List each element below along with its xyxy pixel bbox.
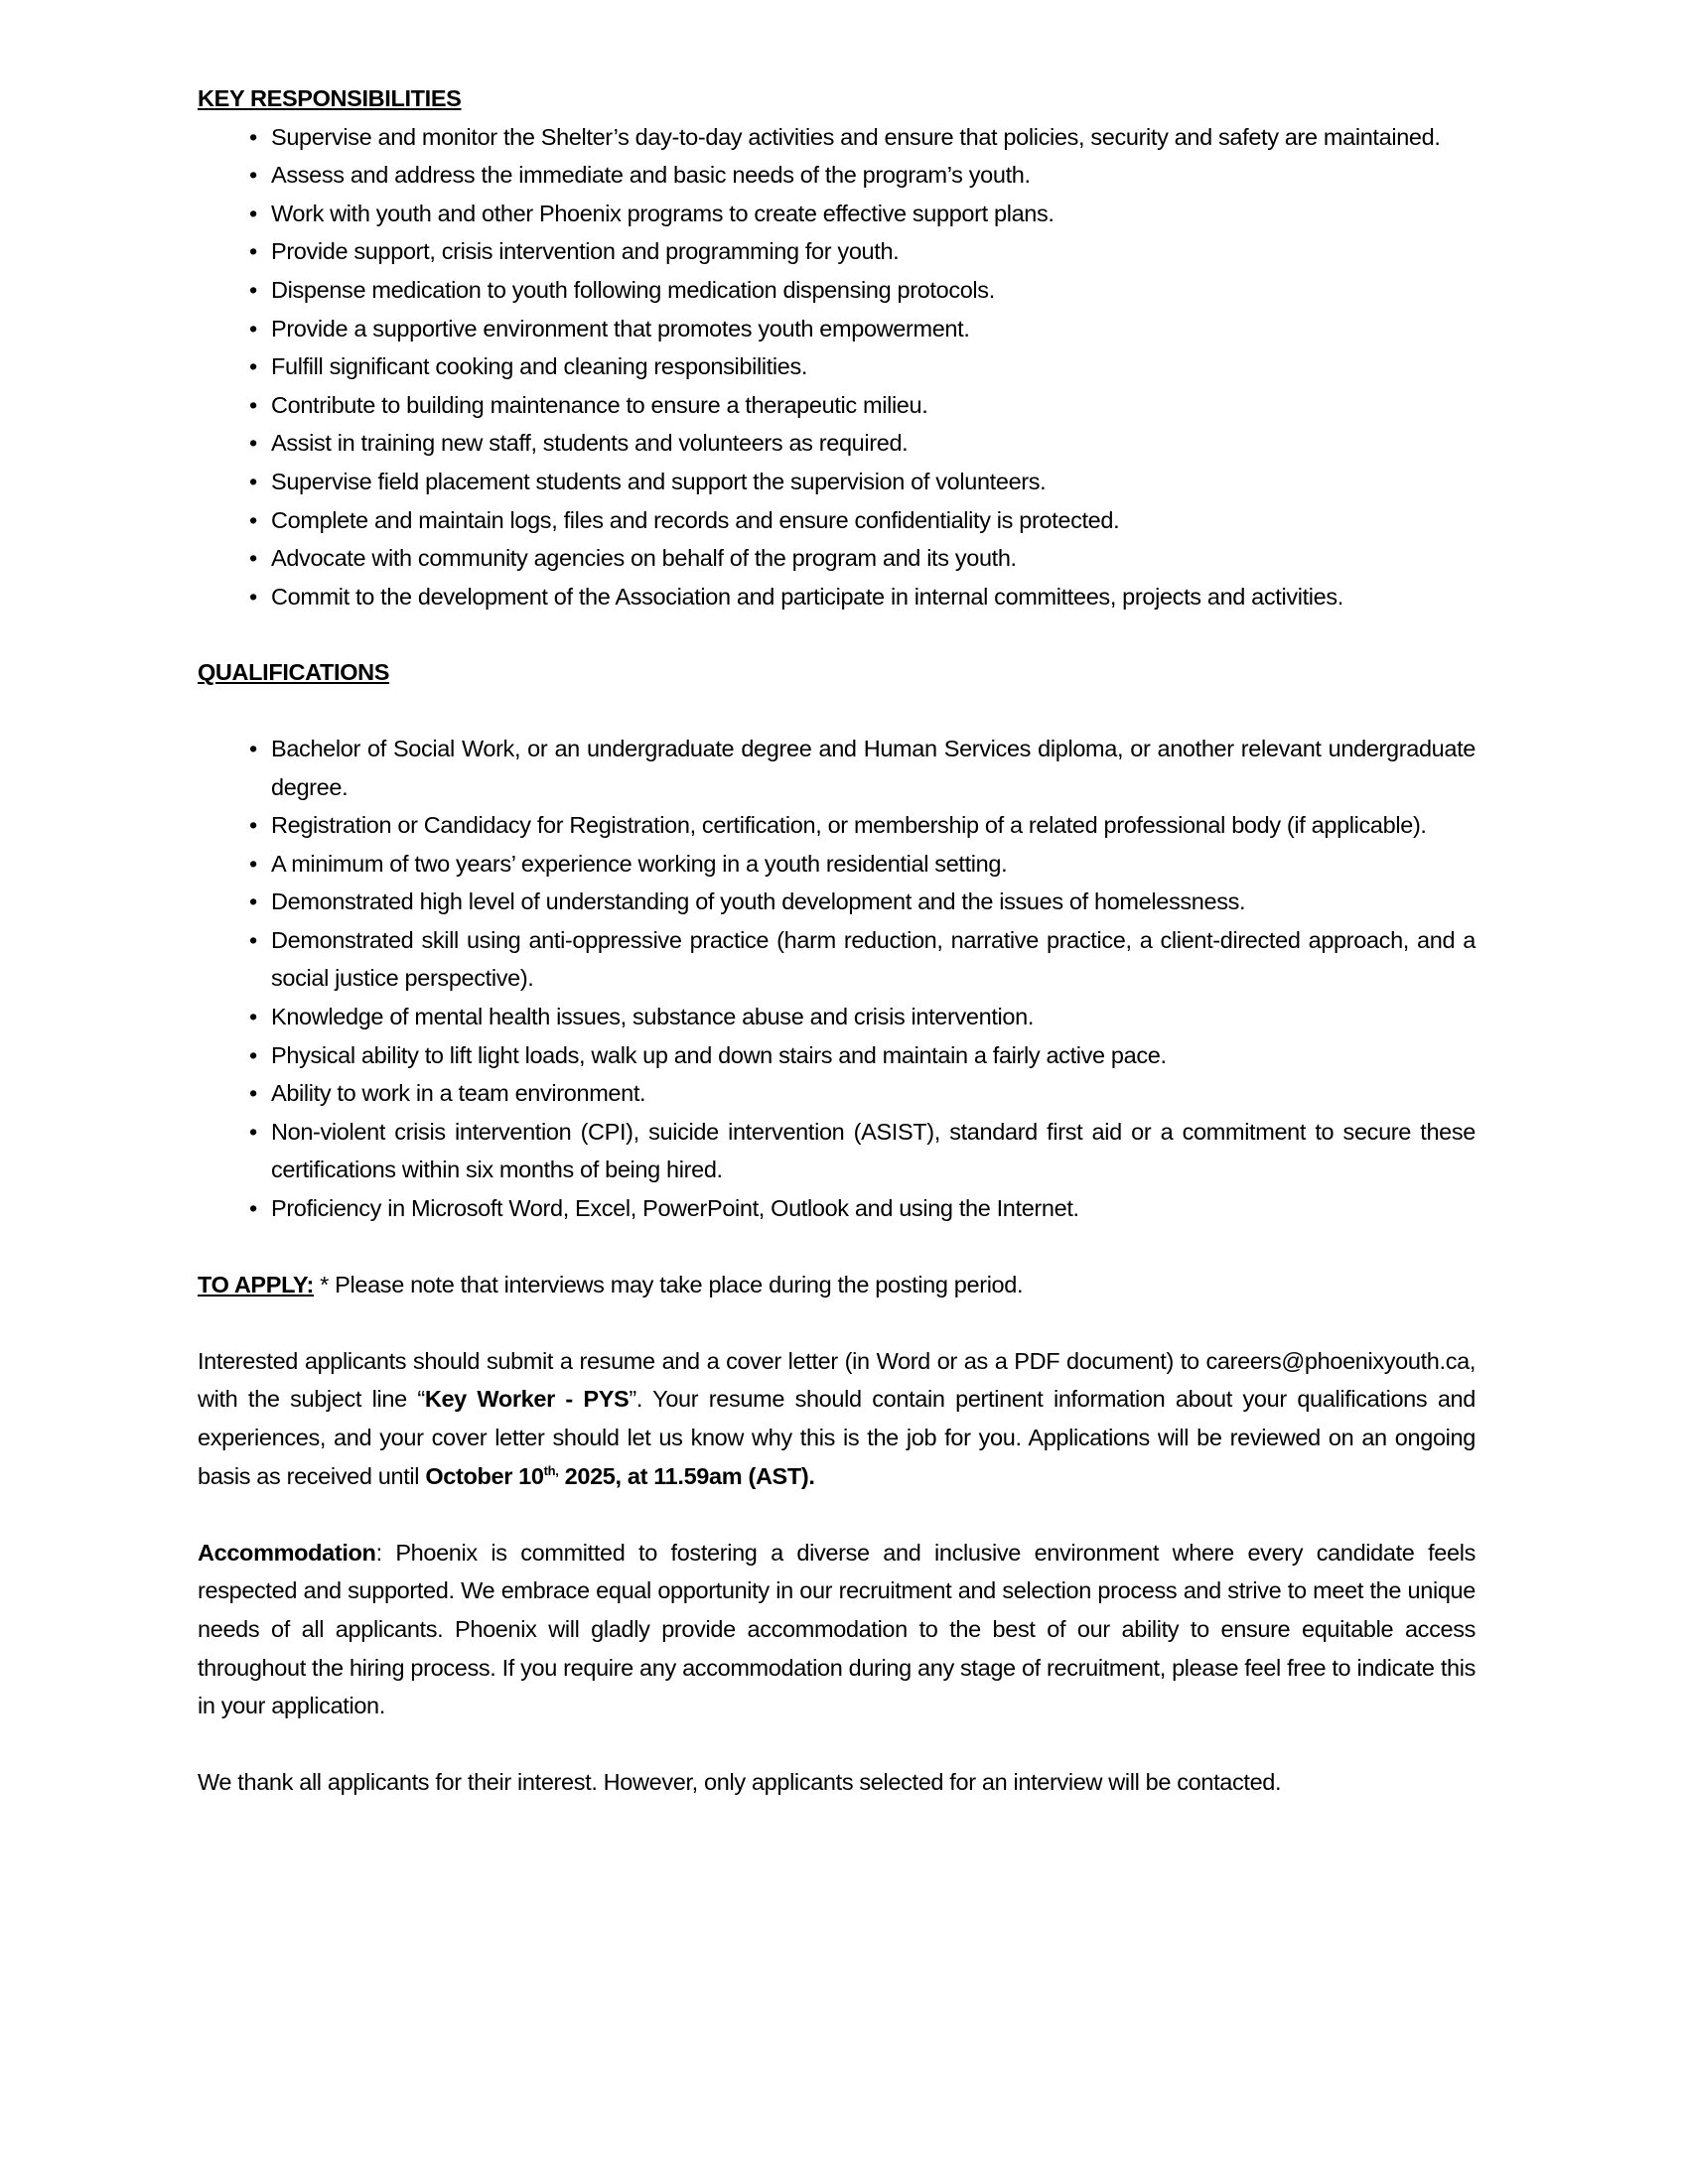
- list-item-text: Ability to work in a team environment.: [271, 1080, 646, 1107]
- responsibilities-list: [198, 118, 1476, 616]
- deadline-time: 2025, at 11.59am (AST).: [558, 1462, 815, 1489]
- list-item-text: Assist in training new staff, students and volunteers as required.: [271, 430, 909, 457]
- closing-paragraph: We thank all applicants for their interest. However, only applicants selected for an interview will be contacted.: [198, 1769, 1282, 1796]
- job-posting-page: [198, 79, 1476, 1802]
- deadline: [425, 1463, 814, 1489]
- to-apply-line: [198, 1266, 1476, 1304]
- list-item: [249, 310, 1476, 348]
- bullet-icon: •: [249, 1195, 257, 1222]
- list-item: [249, 463, 1476, 501]
- list-item: [249, 1074, 1476, 1113]
- instructions-text: Interested applicants should submit a resume and a cover letter (in Word or as a PDF document) to careers@phoenixyouth.ca, with the subject line “: [198, 1347, 1476, 1413]
- list-item: [249, 232, 1476, 271]
- accommodation-paragraph: [198, 1534, 1476, 1725]
- list-item: [249, 921, 1476, 998]
- subject-line: Key Worker - PYS: [424, 1386, 630, 1413]
- list-item: [249, 730, 1476, 806]
- list-item-text: Proficiency in Microsoft Word, Excel, PowerPoint, Outlook and using the Internet.: [271, 1195, 1079, 1222]
- bullet-icon: •: [249, 468, 257, 494]
- list-item: [249, 998, 1476, 1036]
- list-item-text: Supervise field placement students and support the supervision of volunteers.: [271, 468, 1047, 494]
- bullet-icon: •: [249, 888, 257, 915]
- list-item: [249, 578, 1476, 616]
- list-item-text: Fulfill significant cooking and cleaning responsibilities.: [271, 353, 808, 380]
- list-item: [249, 195, 1476, 233]
- qualifications-list: [198, 730, 1476, 1228]
- bullet-icon: •: [249, 238, 257, 265]
- application-instructions: [198, 1342, 1476, 1495]
- list-item-text: Non-violent crisis intervention (CPI), suicide intervention (ASIST), standard first aid or a commitment to secure these certifications within six months of being hired.: [271, 1118, 1476, 1183]
- list-item: [249, 501, 1476, 540]
- list-item-text: Demonstrated skill using anti-oppressive practice (harm reduction, narrative practice, a client-directed approach, and a social justice perspective).: [271, 926, 1476, 992]
- list-item-text: Commit to the development of the Association and participate in internal committees, projects and activities.: [271, 583, 1343, 610]
- list-item: [249, 156, 1476, 195]
- bullet-icon: •: [249, 583, 257, 610]
- list-item-text: A minimum of two years’ experience working in a youth residential setting.: [271, 850, 1008, 877]
- list-item: [249, 386, 1476, 425]
- list-item-text: Physical ability to lift light loads, walk up and down stairs and maintain a fairly active pace.: [271, 1041, 1167, 1068]
- list-item: [249, 1189, 1476, 1228]
- instructions-text-2: ”. Your resume should contain pertinent information about your qualifications and experiences, and your cover letter should let us know why this is the job for you. Applications will be reviewed on an ongoing basis as received until: [198, 1386, 1476, 1489]
- bullet-icon: •: [249, 200, 257, 226]
- list-item-text: Complete and maintain logs, files and records and ensure confidentiality is protected.: [271, 506, 1120, 533]
- list-item-text: Bachelor of Social Work, or an undergraduate degree and Human Services diploma, or another relevant undergraduate degree.: [271, 735, 1476, 800]
- bullet-icon: •: [249, 812, 257, 839]
- list-item: [249, 424, 1476, 463]
- accommodation-label: Accommodation: [198, 1539, 376, 1566]
- list-item-text: Registration or Candidacy for Registration, certification, or membership of a related professional body (if applicable).: [271, 812, 1427, 839]
- list-item: [249, 271, 1476, 310]
- to-apply-label: TO APPLY:: [198, 1271, 314, 1297]
- bullet-icon: •: [249, 162, 257, 189]
- bullet-icon: •: [249, 926, 257, 953]
- accommodation-text: : Phoenix is committed to fostering a diverse and inclusive environment where every candidate feels respected and supported. We embrace equal opportunity in our recruitment and selection process and strive to meet the unique needs of all applicants. Phoenix will gladly provide accommodation to the best of our ability to ensure equitable access throughout the hiring process. If you require any accommodation during any stage of recruitment, please feel free to indicate this in your application.: [198, 1539, 1476, 1719]
- list-item-text: Advocate with community agencies on behalf of the program and its youth.: [271, 545, 1017, 572]
- bullet-icon: •: [249, 1004, 257, 1030]
- qualifications-heading: QUALIFICATIONS: [198, 659, 390, 686]
- list-item-text: Assess and address the immediate and basic needs of the program’s youth.: [271, 162, 1031, 189]
- list-item-text: Demonstrated high level of understanding of youth development and the issues of homelessness.: [271, 888, 1246, 915]
- bullet-icon: •: [249, 123, 257, 150]
- list-item: [249, 118, 1476, 157]
- bullet-icon: •: [249, 391, 257, 418]
- to-apply-note: * Please note that interviews may take place during the posting period.: [314, 1271, 1024, 1297]
- bullet-icon: •: [249, 850, 257, 877]
- list-item-text: Supervise and monitor the Shelter’s day-to-day activities and ensure that policies, security and safety are maintained.: [271, 123, 1441, 150]
- bullet-icon: •: [249, 545, 257, 572]
- bullet-icon: •: [249, 353, 257, 380]
- list-item-text: Dispense medication to youth following medication dispensing protocols.: [271, 276, 995, 303]
- list-item-text: Provide a supportive environment that promotes youth empowerment.: [271, 315, 970, 341]
- bullet-icon: •: [249, 430, 257, 457]
- bullet-icon: •: [249, 1041, 257, 1068]
- list-item-text: Work with youth and other Phoenix programs to create effective support plans.: [271, 200, 1055, 226]
- list-item-text: Knowledge of mental health issues, substance abuse and crisis intervention.: [271, 1004, 1035, 1030]
- deadline-date: October 10: [425, 1462, 544, 1489]
- bullet-icon: •: [249, 506, 257, 533]
- list-item: [249, 806, 1476, 845]
- list-item: [249, 539, 1476, 578]
- list-item-text: Provide support, crisis intervention and programming for youth.: [271, 238, 900, 265]
- bullet-icon: •: [249, 315, 257, 341]
- list-item: [249, 883, 1476, 921]
- bullet-icon: •: [249, 1080, 257, 1107]
- key-responsibilities-heading: KEY RESPONSIBILITIES: [198, 85, 462, 111]
- list-item: [249, 347, 1476, 386]
- list-item: [249, 845, 1476, 884]
- list-item: [249, 1036, 1476, 1075]
- bullet-icon: •: [249, 735, 257, 761]
- bullet-icon: •: [249, 276, 257, 303]
- bullet-icon: •: [249, 1118, 257, 1145]
- list-item-text: Contribute to building maintenance to ensure a therapeutic milieu.: [271, 391, 928, 418]
- deadline-suffix: th,: [543, 1462, 559, 1478]
- list-item: [249, 1113, 1476, 1189]
